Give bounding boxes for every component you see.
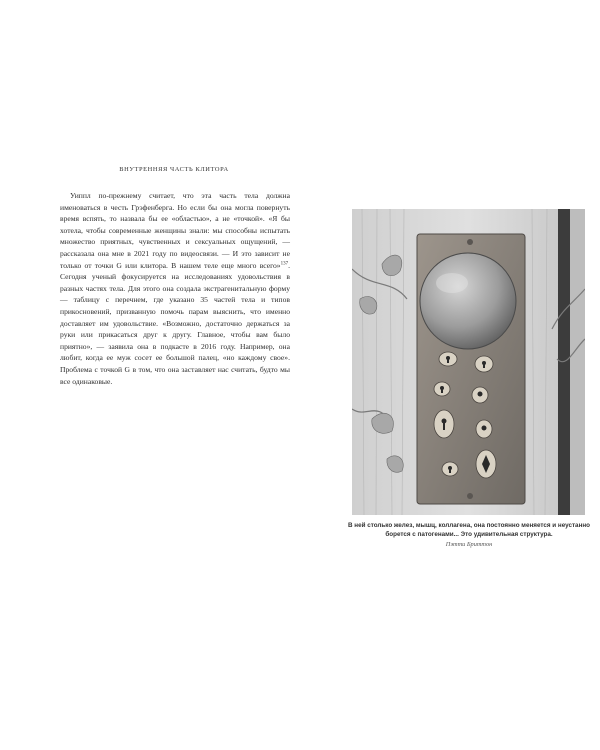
- footnote-reference: 137: [280, 261, 289, 267]
- right-page: [300, 0, 600, 750]
- door-knob-illustration: [352, 209, 585, 515]
- caption-line-1: В ней столько желез, мышц, коллагена, она постоянно меняется и неустанно: [347, 522, 591, 529]
- caption-line-2: борется с патогенами... Это удивительная структура.: [385, 531, 553, 539]
- paragraph-text-part2: . Сегодня ученый фокусируется на исследованиях удовольствия в разных частях тела. Для этого она создала экстрагенитальную форму — таблицу с перечнем, где указано 35 частей тела и типов прикосновений, призванную помочь парам выяснить, что именно доставляет им удовольствие. «Возможно, достаточно держаться за руки или прикасаться друг к другу. Главное, чтобы вам было приятно», — заявила она в подкасте в 2016 году. Например, она любит, когда ее муж сосет ее большой палец, «но каждому свое». Проблема с точкой G в том, что она заставляет нас считать, будто мы все одинаковые.: [60, 260, 290, 386]
- paragraph-text-part1: Уиппл по-прежнему считает, что эта часть тела должна именоваться в честь Грэфенберга. Но если бы она могла повернуть время вспять, то назвала бы ее «областью», а не «точкой». «Я бы хотела, чтобы современные женщины знали: мы способны испытать множество приятных, чувственных и сексуальных ощущений, — рассказала она мне в 2021 году по видеосвязи. — И это зависит не только от точки G или клитора. В нашем теле еще много всего»: [60, 191, 290, 270]
- body-paragraph: [60, 190, 290, 387]
- running-head: ВНУТРЕННЯЯ ЧАСТЬ КЛИТОРА: [119, 166, 229, 173]
- caption-author: Пэтти Бриттон: [445, 541, 493, 548]
- illustration-caption: [338, 521, 600, 540]
